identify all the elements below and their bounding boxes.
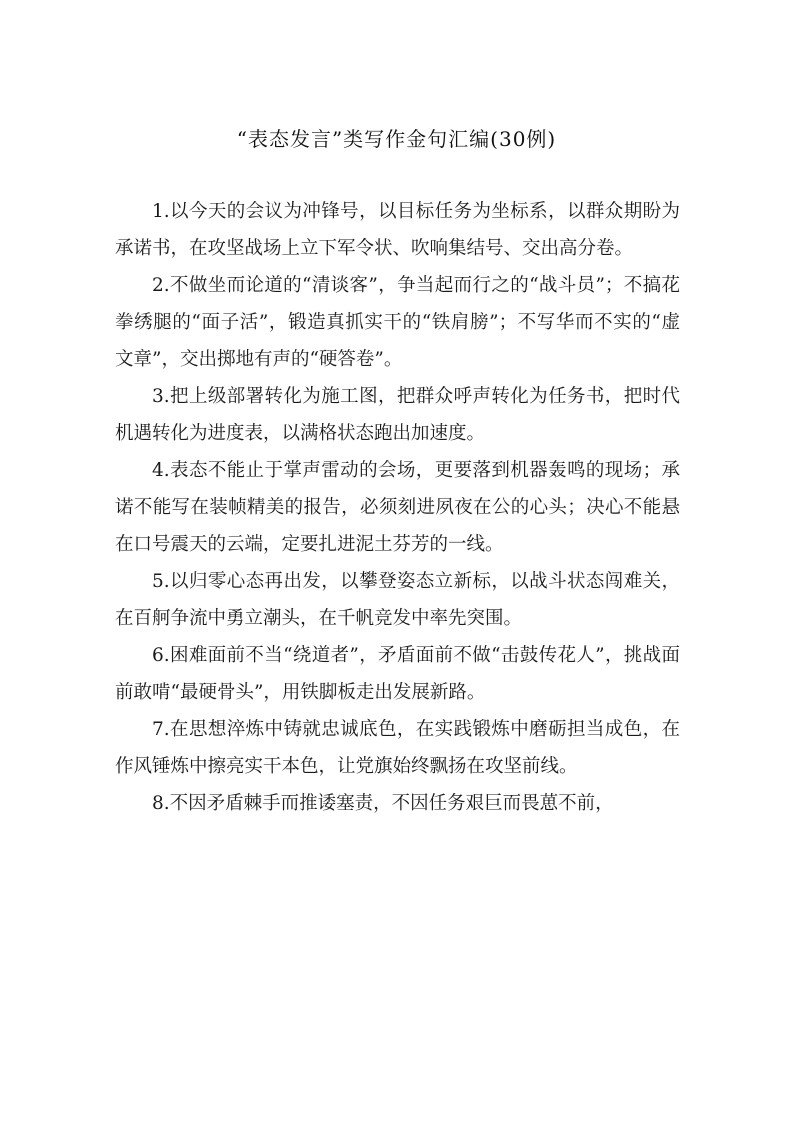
paragraph-5: 5.以归零心态再出发，以攀登姿态立新标，以战斗状态闯难关，在百舸争流中勇立潮头，在千帆竞发中率先突围。 xyxy=(115,571,680,629)
document-title: “表态发言”类写作金句汇编(30例) xyxy=(236,127,557,151)
paragraph-1: 1.以今天的会议为冲锋号，以目标任务为坐标系，以群众期盼为承诺书，在攻坚战场上立下军令状、吹响集结号、交出高分卷。 xyxy=(115,201,680,259)
paragraph-8: 8.不因矛盾棘手而推诿塞责，不因任务艰巨而畏葸不前， xyxy=(152,793,614,814)
paragraph-6: 6.困难面前不当“绕道者”，矛盾面前不做“击鼓传花人”，挑战面前敢啃“最硬骨头”，用铁脚板走出发展新路。 xyxy=(115,645,680,703)
paragraph-2: 2.不做坐而论道的“清谈客”，争当起而行之的“战斗员”；不搞花拳绣腿的“面子活”，锻造真抓实干的“铁肩膀”；不写华而不实的“虚文章”，交出掷地有声的“硬答卷”。 xyxy=(115,275,680,370)
document-body xyxy=(115,193,680,822)
paragraph-7: 7.在思想淬炼中铸就忠诚底色，在实践锻炼中磨砺担当成色，在作风锤炼中擦亮实干本色，让党旗始终飘扬在攻坚前线。 xyxy=(115,719,680,777)
paragraph-4: 4.表态不能止于掌声雷动的会场，更要落到机器轰鸣的现场；承诺不能写在装帧精美的报告，必须刻进夙夜在公的心头；决心不能悬在口号震天的云端，定要扎进泥土芬芳的一线。 xyxy=(115,460,680,555)
paragraph-3: 3.把上级部署转化为施工图，把群众呼声转化为任务书，把时代机遇转化为进度表，以满格状态跑出加速度。 xyxy=(115,386,680,444)
